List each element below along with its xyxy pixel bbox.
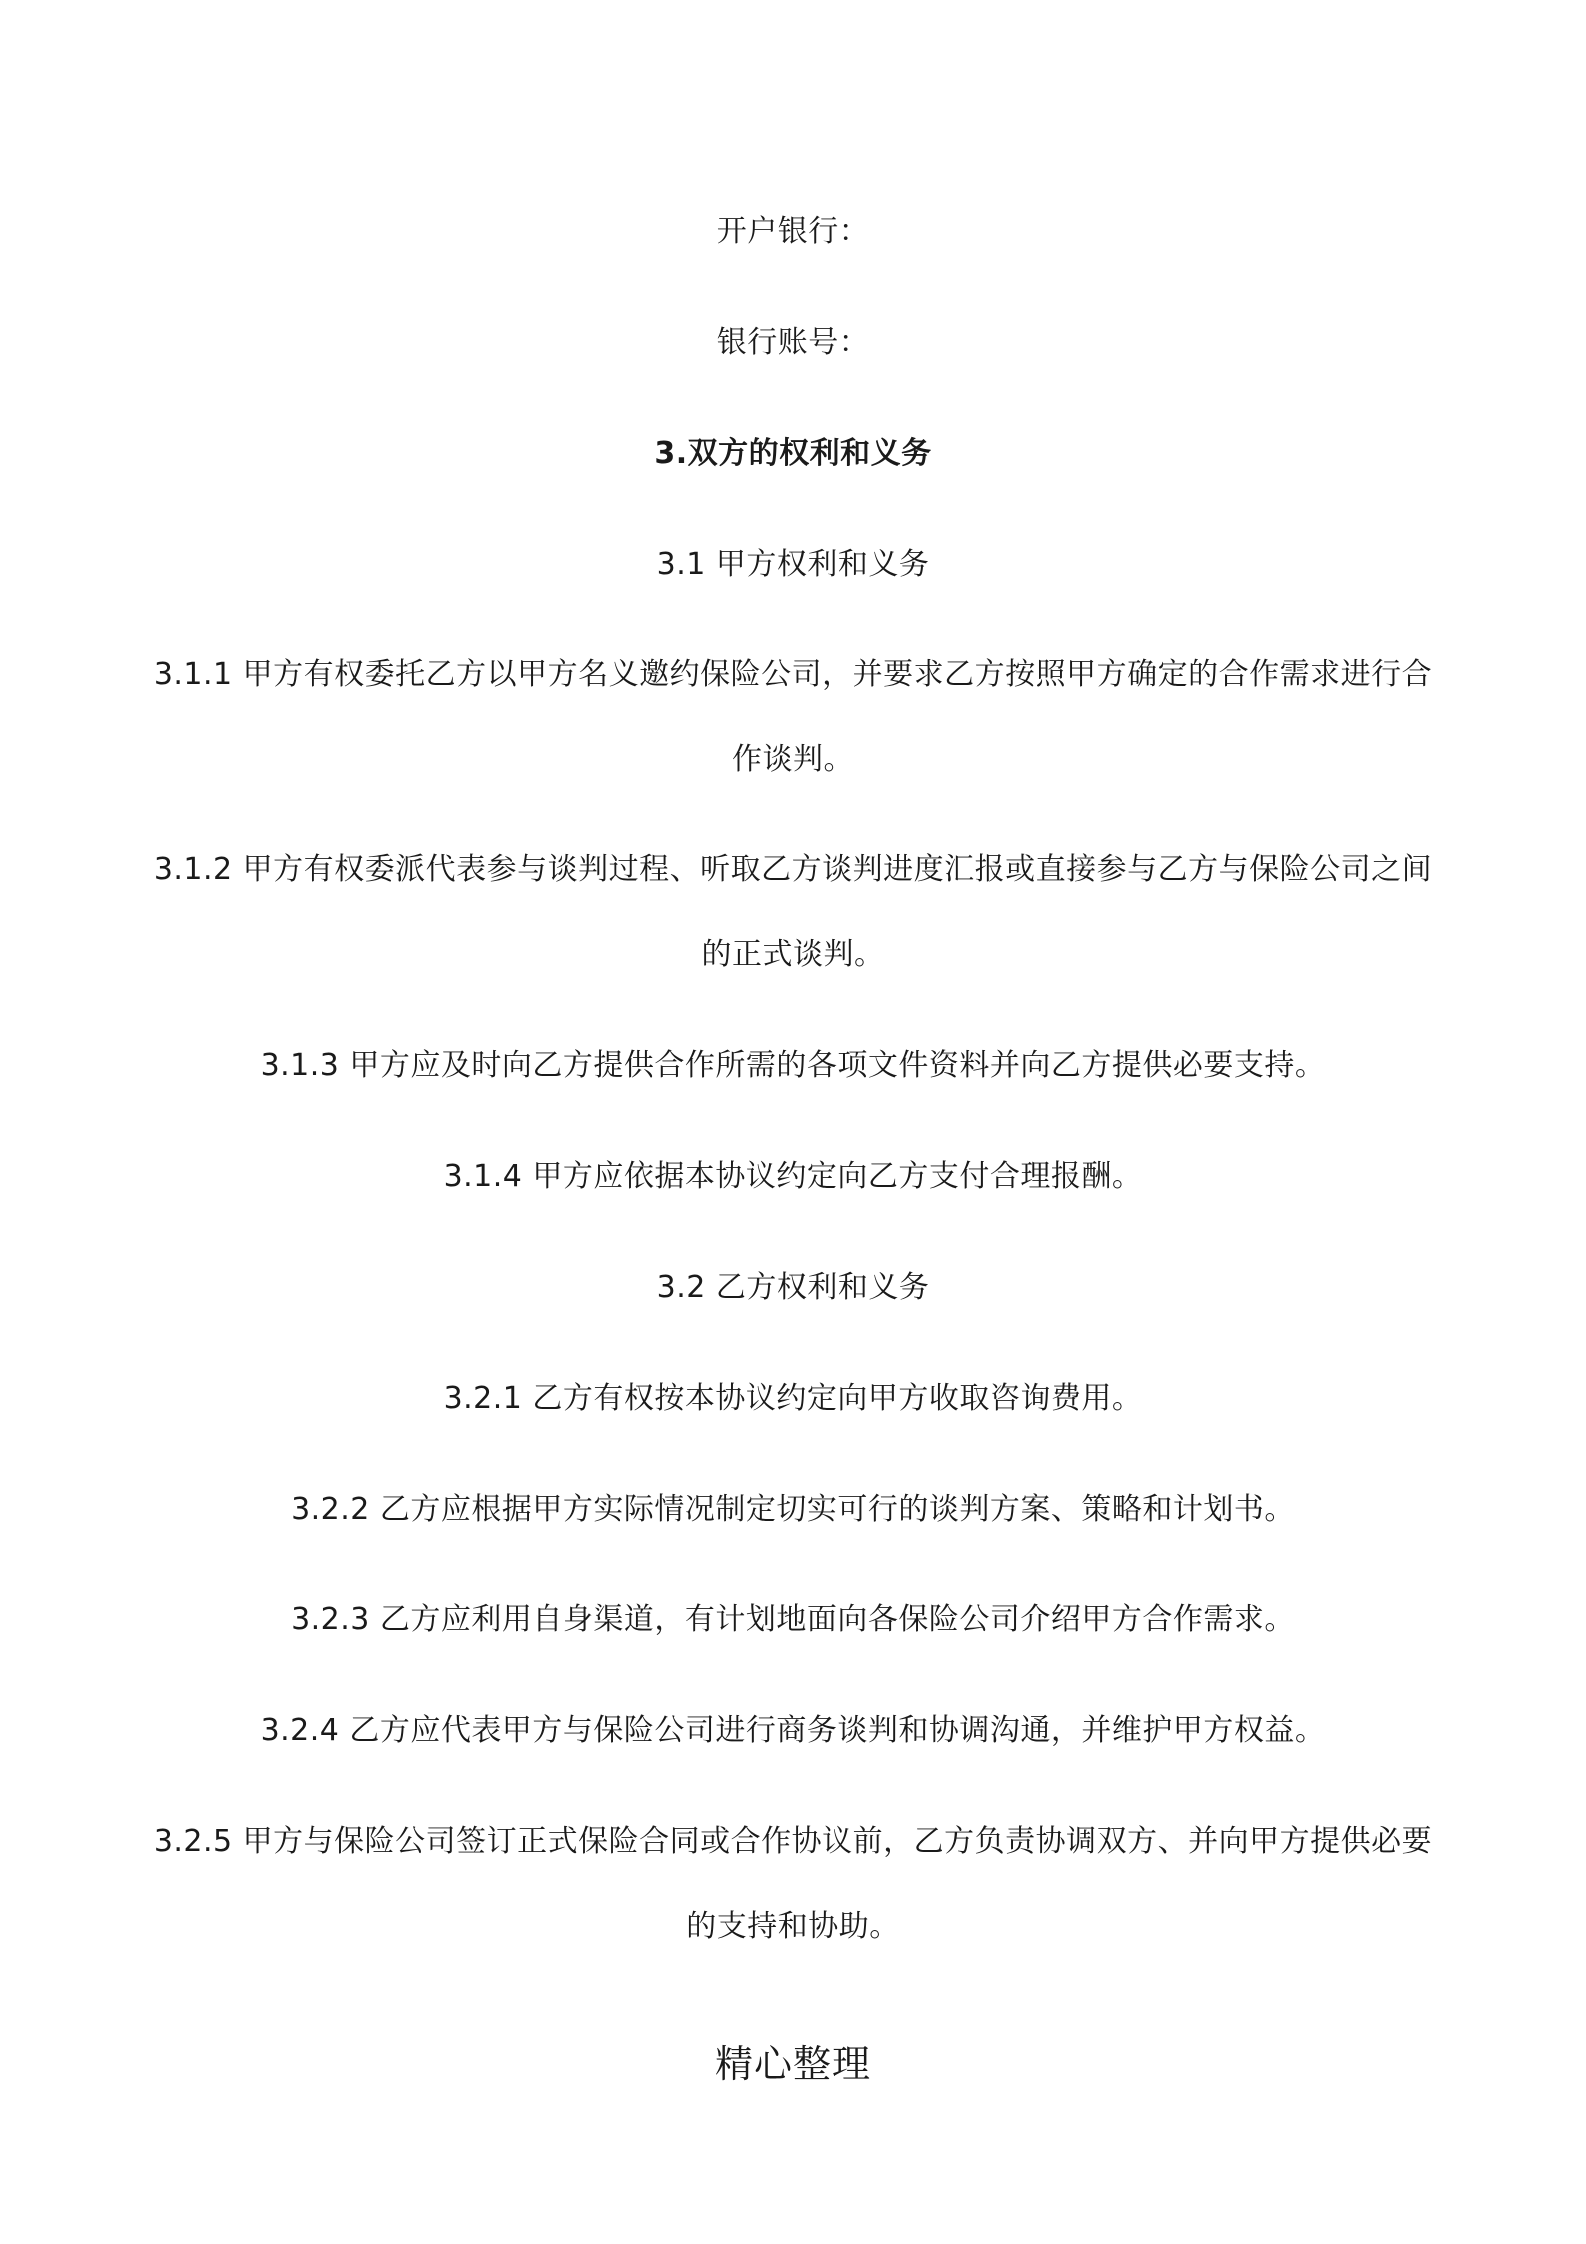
clause-3-2-5-line2: 的支持和协助。 [686, 1909, 900, 1944]
clause-3-1-2-line1: 3.1.2 甲方有权委派代表参与谈判过程、听取乙方谈判进度汇报或直接参与乙方与保险公司之间 [153, 852, 1433, 887]
clause-3-2-4: 3.2.4 乙方应代表甲方与保险公司进行商务谈判和协调沟通，并维护甲方权益。 [260, 1713, 1326, 1748]
bank-name-label: 开户银行： [716, 214, 870, 249]
clause-3-1-3: 3.1.3 甲方应及时向乙方提供合作所需的各项文件资料并向乙方提供必要支持。 [260, 1048, 1326, 1083]
clause-3-1-1-line1: 3.1.1 甲方有权委托乙方以甲方名义邀约保险公司，并要求乙方按照甲方确定的合作需求进行合 [153, 657, 1433, 692]
clause-3-1-2-line2: 的正式谈判。 [701, 937, 885, 972]
subsection-title-party-b: 3.2 乙方权利和义务 [656, 1270, 930, 1305]
clause-3-2-2: 3.2.2 乙方应根据甲方实际情况制定切实可行的谈判方案、策略和计划书。 [291, 1492, 1295, 1527]
clause-3-1-4: 3.1.4 甲方应依据本协议约定向乙方支付合理报酬。 [443, 1159, 1143, 1194]
clause-3-2-5-line1: 3.2.5 甲方与保险公司签订正式保险合同或合作协议前，乙方负责协调双方、并向甲方提供必要 [153, 1824, 1433, 1859]
clause-3-2-3: 3.2.3 乙方应利用自身渠道，有计划地面向各保险公司介绍甲方合作需求。 [291, 1602, 1295, 1637]
page-footer: 精心整理 [714, 2042, 871, 2086]
section-title: 3.双方的权利和义务 [654, 436, 932, 471]
subsection-title-party-a: 3.1 甲方权利和义务 [656, 547, 930, 582]
bank-account-label: 银行账号： [716, 325, 870, 360]
clause-3-1-1-line2: 作谈判。 [732, 742, 854, 777]
clause-3-2-1: 3.2.1 乙方有权按本协议约定向甲方收取咨询费用。 [443, 1381, 1143, 1416]
